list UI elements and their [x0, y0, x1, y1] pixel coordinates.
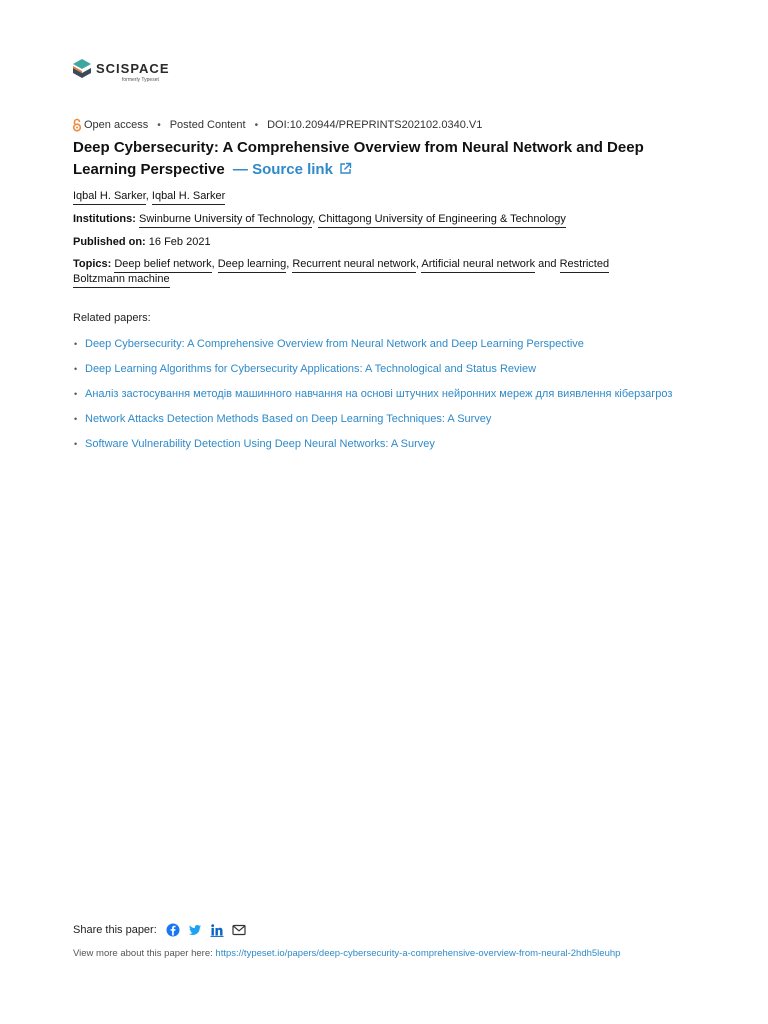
logo-name: SCISPACE — [96, 61, 170, 76]
published-date: 16 Feb 2021 — [148, 236, 211, 248]
related-papers-label: Related papers: — [73, 312, 151, 324]
related-paper-link[interactable] — [73, 412, 673, 426]
scispace-logo-icon — [72, 58, 92, 80]
topics-conjunction: and — [538, 258, 557, 270]
institution-link[interactable]: Chittagong University of Engineering & Technology — [318, 213, 565, 228]
paper-meta — [72, 118, 482, 132]
twitter-icon[interactable] — [188, 923, 202, 937]
related-paper-title: Deep Cybersecurity: A Comprehensive Overview from Neural Network and Deep Learning Perspective — [85, 338, 584, 350]
authors: Iqbal H. Sarker, Iqbal H. Sarker — [73, 189, 225, 204]
related-paper-title: Deep Learning Algorithms for Cybersecurity Applications: A Technological and Status Review — [85, 363, 537, 375]
bullet: • — [74, 439, 78, 449]
topic-link[interactable]: Deep belief network — [114, 258, 211, 273]
meta-separator: • — [157, 119, 161, 131]
logo-subtitle: formerly Typeset — [122, 77, 159, 83]
institutions: Institutions: Swinburne University of Technology, Chittagong University of Engineering & Technology — [73, 212, 566, 227]
bullet: • — [74, 339, 78, 349]
related-paper-link[interactable] — [73, 362, 673, 376]
doi: DOI:10.20944/PREPRINTS202102.0340.V1 — [267, 119, 483, 131]
institution-link[interactable]: Swinburne University of Technology — [139, 213, 312, 228]
related-paper-link[interactable] — [73, 437, 673, 451]
topic-link[interactable]: Recurrent neural network — [292, 258, 416, 273]
related-papers-list — [73, 337, 673, 451]
email-icon[interactable] — [232, 923, 246, 937]
related-paper-title: Software Vulnerability Detection Using Deep Neural Networks: A Survey — [85, 438, 435, 450]
share-section — [73, 923, 254, 937]
related-paper-link[interactable] — [73, 337, 673, 351]
topics: Topics: Deep belief network, Deep learning, Recurrent neural network, Artificial neural network and Restricted Boltzmann machine — [73, 257, 633, 287]
facebook-icon[interactable] — [166, 923, 180, 937]
published — [73, 235, 211, 250]
author-link[interactable]: Iqbal H. Sarker — [152, 190, 225, 205]
topic-link[interactable]: Deep learning — [218, 258, 287, 273]
source-link[interactable] — [233, 161, 352, 178]
bullet: • — [74, 389, 78, 399]
paper-title-text: Deep Cybersecurity: A Comprehensive Overview from Neural Network and Deep Learning Perspective — [73, 139, 644, 178]
view-more-label: View more about this paper here: — [73, 948, 213, 959]
published-label: Published on: — [73, 236, 146, 248]
paper-url-link[interactable]: https://typeset.io/papers/deep-cybersecurity-a-comprehensive-overview-from-neural-2hdh5leuhp — [215, 948, 621, 959]
source-link-label: — Source link — [232, 161, 333, 178]
linkedin-icon[interactable] — [210, 923, 224, 937]
view-more — [73, 948, 673, 959]
meta-separator: • — [254, 119, 259, 131]
author-link[interactable]: Iqbal H. Sarker — [73, 190, 146, 205]
bullet: • — [74, 364, 78, 374]
bullet: • — [74, 414, 78, 424]
scispace-logo[interactable] — [72, 58, 170, 83]
share-label: Share this paper: — [73, 924, 157, 936]
related-paper-link[interactable] — [73, 387, 673, 401]
topic-link[interactable]: Artificial neural network — [421, 258, 535, 273]
topics-label: Topics: — [73, 258, 112, 270]
content-type: Posted Content — [169, 119, 246, 131]
related-paper-title: Network Attacks Detection Methods Based on Deep Learning Techniques: A Survey — [85, 413, 492, 425]
topic-link[interactable]: Restricted Boltzmann machine — [73, 258, 609, 288]
paper-title — [73, 137, 693, 181]
related-paper-title: Аналіз застосування методів машинного навчання на основі штучних нейронних мереж для виявлення кіберзагроз — [85, 388, 673, 400]
external-link-icon — [339, 162, 352, 175]
share-icons — [166, 923, 254, 937]
open-access-label: Open access — [84, 119, 149, 131]
institutions-label: Institutions: — [73, 213, 136, 225]
open-access-icon — [72, 118, 82, 132]
